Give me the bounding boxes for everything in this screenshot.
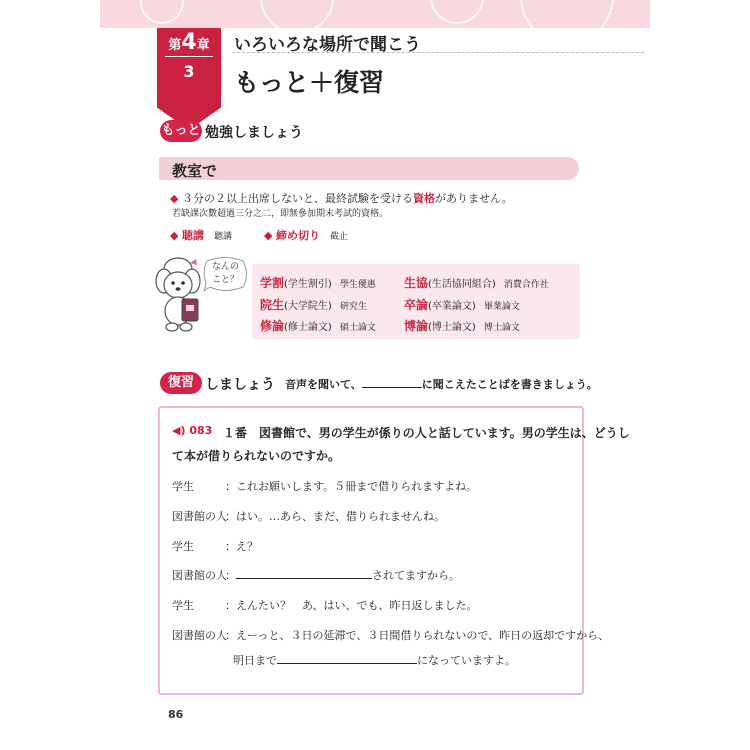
question-text: て本が借りられないのですか。	[172, 449, 341, 463]
question-text: １番 図書館で、男の学生が係りの人と話しています。男の学生は、どうし	[223, 426, 630, 440]
speaker-label: 学生	[172, 540, 194, 553]
vocab-entry: 院生(大学院生) 研究生	[260, 298, 367, 312]
utterance-continuation: 明日まで になっていますよ。	[233, 654, 516, 667]
dog-speech: なんの こと？	[212, 262, 240, 285]
classroom-label: 教室で	[172, 162, 218, 180]
example-translation: 若缺課次數超過三分之二，即無參加期末考試的資格。	[172, 209, 389, 219]
section-number: 3	[183, 62, 195, 81]
bullet-icon: ◆	[264, 229, 273, 242]
answer-blank[interactable]	[236, 568, 372, 579]
review-pill: 復習	[160, 372, 202, 394]
vocab-entry: 博論(博士論文) 博士論文	[404, 319, 520, 333]
vocab-table	[252, 264, 580, 339]
classroom-bar	[159, 157, 579, 180]
speaker-label: 図書館の人	[172, 569, 227, 582]
speaker-label: 学生	[172, 480, 194, 493]
vocab-entry: 学割(学生割引) 學生優惠	[260, 276, 376, 290]
bullet-icon: ◆	[170, 192, 179, 205]
chapter-title: いろいろな場所で聞こう	[234, 35, 421, 55]
speaker-label: 図書館の人	[172, 510, 227, 523]
speaker-label: 図書館の人	[172, 629, 227, 642]
vocab-item: ◆ 締め切り 截止	[264, 229, 348, 242]
speech-bubble-icon	[202, 257, 248, 293]
utterance: ：えんたい？ あ、はい、でも、昨日返しました。	[225, 599, 478, 612]
motto-pill: もっと	[160, 120, 202, 142]
page-number: 86	[168, 708, 184, 721]
vocab-item: ◆ 聴講 聽講	[170, 229, 232, 242]
utterance: ：え？	[225, 540, 258, 553]
top-decorative-band	[100, 0, 650, 28]
review-heading: しましょう	[205, 377, 275, 393]
audio-track[interactable]: ◀) 083	[172, 424, 213, 437]
chapter-label: 第4章	[168, 30, 210, 55]
dog-illustration	[150, 255, 250, 335]
utterance: ： されてますから。	[225, 569, 460, 582]
utterance: ：これお願いします。５冊まで借りられますよね。	[225, 480, 478, 493]
speaker-label: 学生	[172, 599, 194, 612]
vocab-entry: 卒論(卒業論文) 畢業論文	[404, 298, 520, 312]
section-title: もっと＋復習	[234, 68, 385, 97]
speaker-icon: ◀)	[172, 424, 186, 437]
vocab-entry: 生協(生活協同組合) 消費合作社	[404, 276, 549, 290]
review-instruction: 音声を聞いて、 に聞こえたことばを書きましょう。	[285, 378, 598, 391]
utterance: ：はい。…あら、まだ、借りられませんね。	[225, 510, 445, 523]
bullet-icon: ◆	[170, 229, 179, 242]
badge-divider	[165, 56, 213, 57]
answer-blank[interactable]	[277, 653, 417, 664]
utterance: ：えーっと、３日の延滞で、３日間借りられないので、昨日の返却ですから、	[225, 629, 610, 642]
title-divider	[232, 52, 644, 53]
example-sentence: ◆ ３分の２以上出席しないと、最終試験を受ける資格がありません。	[170, 192, 513, 205]
vocab-entry: 修論(修士論文) 碩士論文	[260, 319, 376, 333]
blank-line	[362, 378, 422, 388]
motto-heading: 勉強しましょう	[205, 125, 303, 141]
